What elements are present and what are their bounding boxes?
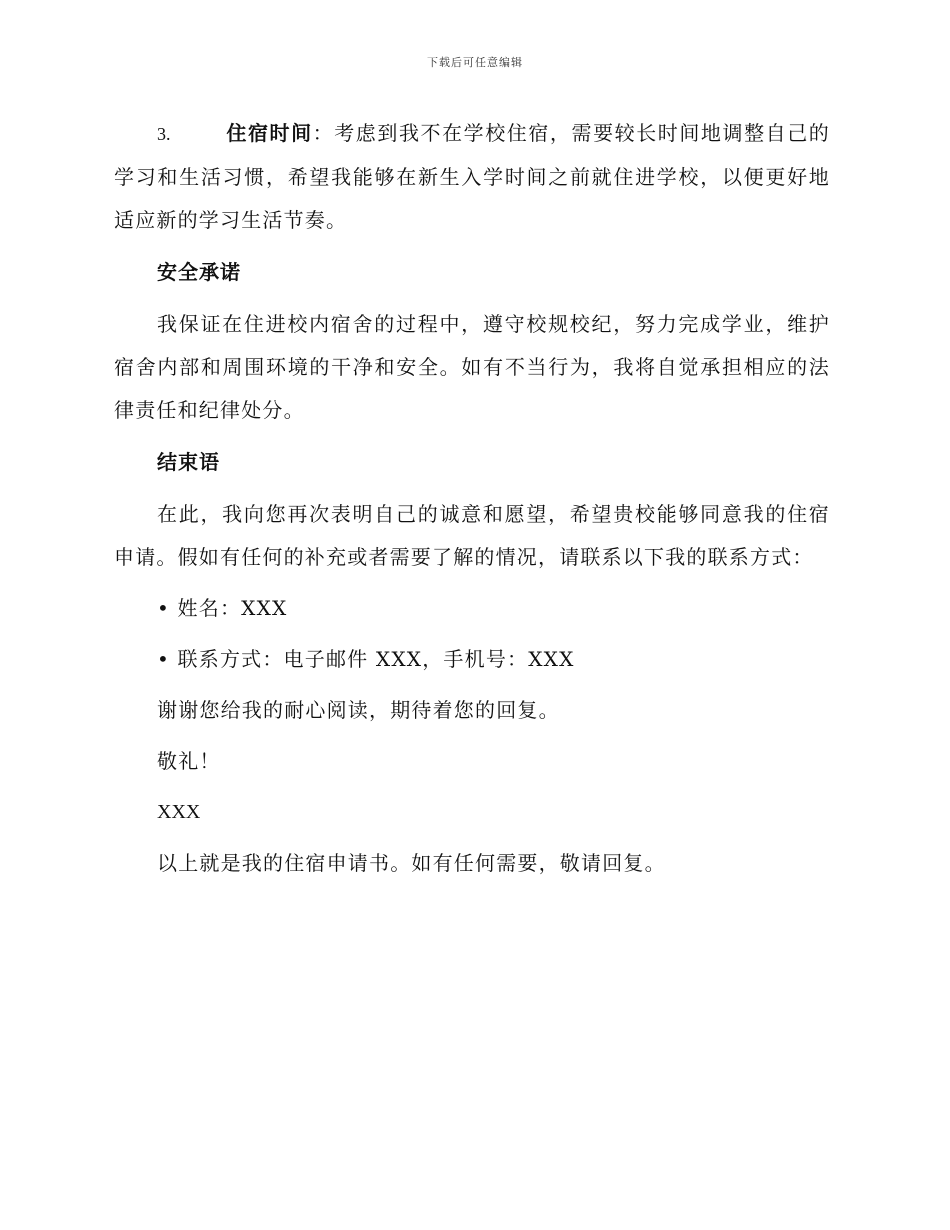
item-3-accommodation-time — [114, 112, 830, 242]
closing-paragraph: 在此，我向您再次表明自己的诚意和愿望，希望贵校能够同意我的住宿申请。假如有任何的补充或者需要了解的情况，请联系以下我的联系方式： — [114, 502, 830, 569]
item-number: 3. — [157, 124, 171, 144]
contact-name-line: • 姓名：XXX — [157, 596, 288, 620]
thanks-line: 谢谢您给我的耐心阅读，期待着您的回复。 — [157, 698, 560, 722]
section-heading-safety: 安全承诺 — [157, 260, 241, 284]
item-text: ：考虑到我不在学校住宿，需要较长时间地调整自己的学习和生活习惯，希望我能够在新生入学时间之前就住进学校，以便更好地适应新的学习生活节奏。 — [114, 121, 830, 232]
page-header: 下载后可任意编辑 — [427, 56, 523, 69]
final-line: 以上就是我的住宿申请书。如有任何需要，敬请回复。 — [157, 851, 666, 875]
contact-method-line: • 联系方式：电子邮件 XXX，手机号：XXX — [157, 647, 575, 671]
document-body — [114, 112, 830, 885]
section-heading-closing: 结束语 — [157, 450, 220, 474]
item-title: 住宿时间 — [226, 121, 313, 145]
salute-line: 敬礼！ — [157, 749, 221, 773]
signature: XXX — [157, 801, 201, 823]
safety-paragraph: 我保证在住进校内宿舍的过程中，遵守校规校纪，努力完成学业，维护宿舍内部和周围环境的干净和安全。如有不当行为，我将自觉承担相应的法律责任和纪律处分。 — [114, 312, 830, 422]
